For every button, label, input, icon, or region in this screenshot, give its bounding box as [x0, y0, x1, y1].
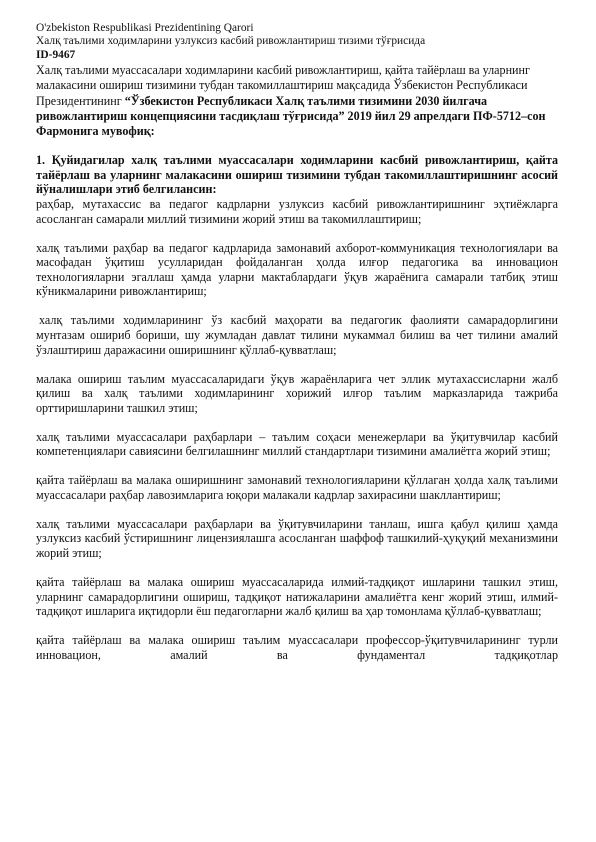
list-item: қайта тайёрлаш ва малака ошириш муассасаларида илмий-тадқиқот ишларини ташкил этиш, уларнинг самарадорлигини ошириш, тадқиқот натижаларини амалиётга кенг жорий этиш, илмий-тадқиқот ишларига иқтидорли ёш педагогларни жалб қилиш ва ҳар томонлама қўллаб-қувватлаш;	[36, 575, 558, 619]
decree-title-line: Халқ таълими ходимларини узлуксиз касбий ривожлантириш тизими тўғрисида	[36, 35, 426, 48]
list-item: қайта тайёрлаш ва малака ошириш таълим муассасалари профессор-ўқитувчиларининг турли инновацион, амалий ва фундаментал тадқиқотлар	[36, 633, 558, 662]
document-page	[36, 22, 558, 662]
document-id: ID-9467	[36, 48, 76, 61]
preamble-text: Халқ таълими муассасалари ходимларини касбий ривожлантириш, қайта тайёрлаш ва уларнинг малакасини ошириш тизимини тубдан такомиллаштириш мақсадида Ўзбекистон Республикаси Президентининг	[36, 63, 530, 108]
list-item: халқ таълими муассасалари раҳбарлари – таълим соҳаси менежерлари ва ўқитувчилар касбий компетенциялари савиясини белгилашнинг миллий стандартлари тизимини амалиётга жорий этиш;	[36, 429, 558, 459]
list-item: халқ таълими ходимларининг ўз касбий маҳорати ва педагогик фаолияти самарадорлигини мунтазам ошириб бориши, шу жумладан давлат тилини мукаммал билиш ва чет тилини амалий ўзлаштириш даражасини оширишнинг қўллаб-қувватлаш;	[36, 313, 558, 357]
section-1-heading: 1. Қуйидагилар халқ таълими муассасалари ходимларини касбий ривожлантириш, қайта тайёрлаш ва уларнинг малакасини ошириш тизимини тубдан такомиллаштиришнинг асосий йўналишлари этиб белгилансин:	[36, 153, 558, 197]
decree-issuer-line: O'zbekiston Respublikasi Prezidentining Qarori	[36, 22, 254, 34]
list-item: қайта тайёрлаш ва малака оширишнинг замонавий технологияларини қўллаган ҳолда халқ таълими муассасалари раҳбар лавозимларига юқори малакали кадрлар захирасини шакллантириш;	[36, 473, 558, 502]
preamble	[36, 63, 558, 139]
preamble-decree-reference: “Ўзбекистон Республикаси Халқ таълими тизимини 2030 йилгача ривожлантириш концепциясини тасдиқлаш тўғрисида” 2019 йил 29 апрелдаги ПФ-5712–сон Фармонига мувофиқ:	[36, 93, 546, 139]
list-item: халқ таълими раҳбар ва педагог кадрларида замонавий ахборот-коммуникация технологиялари ва масофадан ўқитиш усулларидан фойдаланган ҳолда илғор педагогика ва инновацион технологияларни эгаллаш ҳамда уларни мактаблардаги ўқув жараёнига самарали татбиқ этиш кўникмаларини ривожлантириш;	[36, 240, 558, 299]
list-item: халқ таълими муассасалари раҳбарлари ва ўқитувчиларини танлаш, ишга қабул қилиш ҳамда узлуксиз касбий ўстиришнинг лицензиялашга асосланган шаффоф ташкилий-ҳуқуқий механизмини жорий этиш;	[36, 516, 558, 561]
list-item: раҳбар, мутахассис ва педагог кадрларни узлуксиз касбий ривожлантиришнинг эҳтиёжларга асосланган самарали миллий тизимини жорий этиш ва такомиллаштириш;	[36, 197, 558, 226]
list-item: малака ошириш таълим муассасаларидаги ўқув жараёнларига чет эллик мутахассисларни жалб қилиш ва халқ таълими ходимларининг хорижий илғор таълим марказларида тажриба орттиришларини ташкил этиш;	[36, 371, 558, 415]
